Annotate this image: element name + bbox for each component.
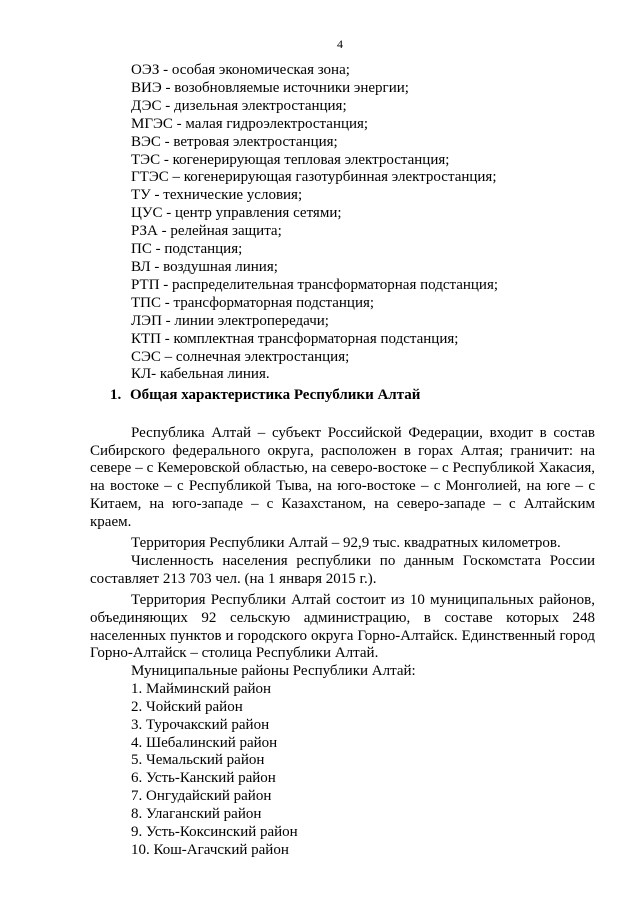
paragraph-borders: Республика Алтай – субъект Российской Федерации, входит в состав Сибирского федерального округа, расположен в горах Алтая; граничит: на севере – с Кемеровской областью, на северо-востоке – с Республикой Хакасия, на востоке – с Республикой Тыва, на юго-востоке – с Монголией, на юге – с Китаем, на юго-западе – с Казахстаном, на северо-западе – с Алтайским краем. xyxy=(90,425,595,530)
abbreviation-item: МГЭС - малая гидроэлектростанция; xyxy=(131,115,369,132)
abbreviation-item: ПС - подстанция; xyxy=(131,241,243,258)
district-item: 6. Усть-Канский район xyxy=(131,770,276,787)
page-number: 4 xyxy=(337,37,343,51)
abbreviation-item: ТПС - трансформаторная подстанция; xyxy=(131,294,375,311)
abbreviation-item: ТЭС - когенерирующая тепловая электростанция; xyxy=(131,151,450,168)
district-item: 10. Кош-Агачский район xyxy=(131,842,289,858)
district-item: 7. Онгудайский район xyxy=(131,788,272,805)
abbreviation-item: ТУ - технические условия; xyxy=(131,187,303,204)
abbreviations-list xyxy=(131,62,601,384)
paragraph-territory: Территория Республики Алтай – 92,9 тыс. квадратных километров. xyxy=(131,535,561,552)
paragraph-administration: Территория Республики Алтай состоит из 10 муниципальных районов, объединяющих 92 сельскую администрацию, в составе которых 248 населенных пунктов и городского округа Горно-Алтайск. Единственный город Горно-Алтайск – столица Республики Алтай. xyxy=(90,592,595,662)
paragraph-districts-intro: Муниципальные районы Республики Алтай: xyxy=(131,663,416,680)
abbreviation-item: ЦУС - центр управления сетями; xyxy=(131,205,342,222)
abbreviation-item: ЛЭП - линии электропередачи; xyxy=(131,312,329,329)
district-item: 9. Усть-Коксинский район xyxy=(131,824,298,841)
abbreviation-item: ДЭС - дизельная электростанция; xyxy=(131,97,347,114)
district-item: 3. Турочакский район xyxy=(131,716,270,733)
district-item: 1. Майминский район xyxy=(131,680,272,697)
abbreviation-item: ВЛ - воздушная линия; xyxy=(131,258,278,275)
abbreviation-item: ВИЭ - возобновляемые источники энергии; xyxy=(131,79,409,96)
abbreviation-item: КТП - комплектная трансформаторная подстанция; xyxy=(131,330,459,347)
section-heading xyxy=(110,386,420,404)
abbreviation-item: ОЭЗ - особая экономическая зона; xyxy=(131,62,350,78)
districts-list xyxy=(90,681,595,860)
section-number: 1. xyxy=(110,387,122,403)
district-item: 5. Чемальский район xyxy=(131,752,265,769)
abbreviation-item: КЛ- кабельная линия. xyxy=(131,366,270,383)
paragraph-population: Численность населения республики по данным Госкомстата России составляет 213 703 чел. (на 1 января 2015 г.). xyxy=(90,552,595,587)
abbreviation-item: РТП - распределительная трансформаторная подстанция; xyxy=(131,276,499,293)
district-item: 8. Улаганский район xyxy=(131,806,262,823)
district-item: 2. Чойский район xyxy=(131,698,243,715)
district-item: 4. Шебалинский район xyxy=(131,734,278,751)
abbreviation-item: ВЭС - ветровая электростанция; xyxy=(131,133,338,150)
section-title: Общая характеристика Республики Алтай xyxy=(130,387,421,403)
abbreviation-item: РЗА - релейная защита; xyxy=(131,223,282,240)
section-body xyxy=(90,425,595,860)
abbreviation-item: ГТЭС – когенерирующая газотурбинная электростанция; xyxy=(131,169,497,186)
abbreviation-item: СЭС – солнечная электростанция; xyxy=(131,348,350,365)
